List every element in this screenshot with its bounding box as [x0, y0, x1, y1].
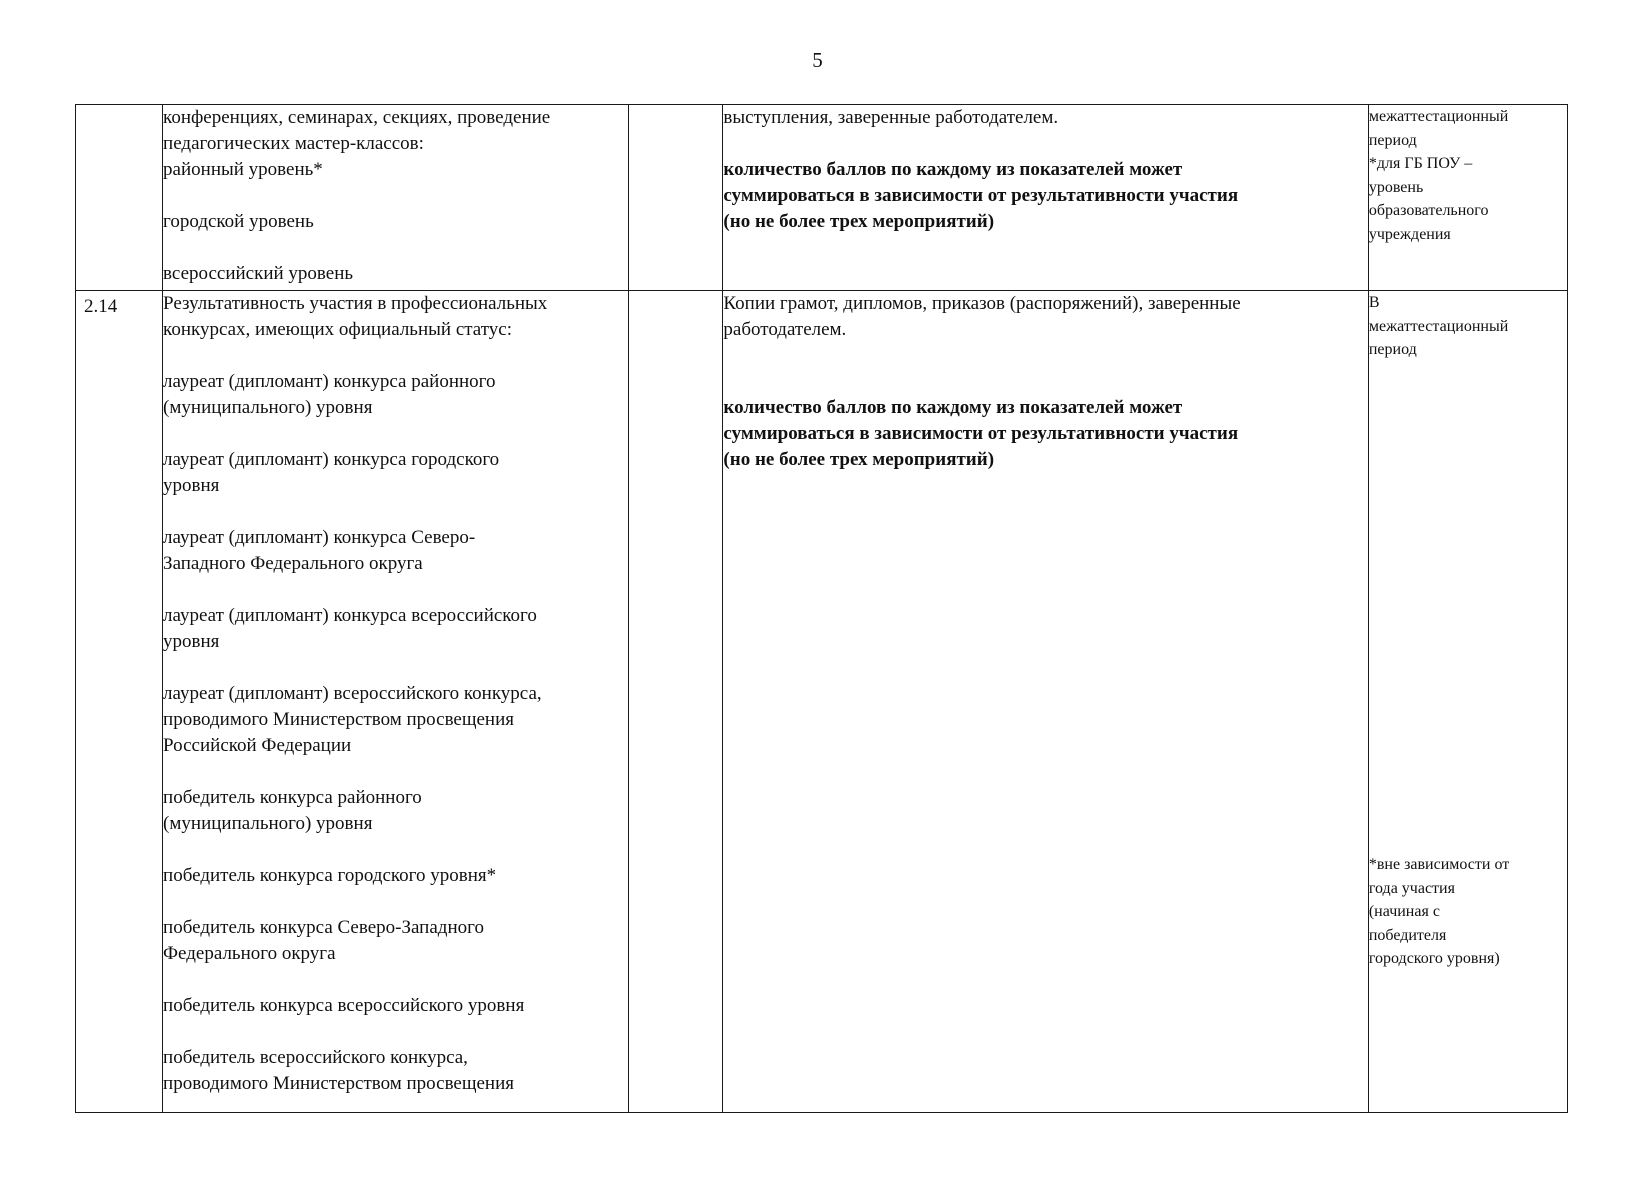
row-number: 2.14	[84, 296, 118, 317]
documents-bold-note: количество баллов по каждому из показателей может суммироваться в зависимости от результативности участия (но не более трех мероприятий)	[723, 159, 1239, 232]
points-value	[629, 105, 722, 111]
documents-text: Копии грамот, дипломов, приказов (распоряжений), заверенные работодателем.	[723, 293, 1241, 340]
cell-number	[76, 291, 163, 1113]
indicator-item: лауреат (дипломант) конкурса Северо- Западного Федерального округа	[163, 527, 476, 574]
indicator-item: победитель конкурса районного (муниципального) уровня	[163, 787, 422, 834]
cell-note	[1368, 291, 1567, 1113]
period-note: В межаттестационный период	[1368, 294, 1509, 358]
indicator-item: лауреат (дипломант) конкурса районного (муниципального) уровня	[163, 371, 496, 418]
criteria-table	[75, 104, 1568, 1113]
points-value	[629, 291, 722, 297]
indicator-heading: конференциях, семинарах, секциях, проведение педагогических мастер-классов:	[163, 107, 551, 154]
indicator-item: лауреат (дипломант) конкурса городского уровня	[163, 449, 500, 496]
row-number	[76, 105, 162, 111]
table-row-2-14	[76, 291, 1568, 1113]
cell-indicator	[163, 291, 629, 1113]
page-number: 5	[812, 48, 823, 72]
cell-points	[629, 291, 723, 1113]
period-note: межаттестационный период *для ГБ ПОУ – уровень образовательного учреждения	[1368, 108, 1509, 243]
indicator-item: лауреат (дипломант) всероссийского конкурса, проводимого Министерством просвещения Российской Федерации	[163, 683, 542, 756]
indicator-item: победитель конкурса Северо-Западного Федерального округа	[163, 917, 484, 964]
winner-note: *вне зависимости от года участия (начиная с победителя городского уровня)	[1368, 856, 1510, 967]
indicator-item: районный уровень*	[163, 159, 323, 180]
cell-note	[1368, 105, 1567, 291]
cell-number	[76, 105, 163, 291]
indicator-item: победитель конкурса всероссийского уровня	[163, 995, 525, 1016]
indicator-item: лауреат (дипломант) конкурса всероссийского уровня	[163, 605, 537, 652]
cell-documents	[723, 105, 1368, 291]
cell-documents	[723, 291, 1368, 1113]
cell-indicator	[163, 105, 629, 291]
indicator-item: всероссийский уровень	[163, 263, 354, 284]
indicator-item: победитель всероссийского конкурса, проводимого Министерством просвещения	[163, 1047, 514, 1094]
indicator-item: городской уровень	[163, 211, 314, 232]
table-row-continued	[76, 105, 1568, 291]
indicator-heading: Результативность участия в профессиональных конкурсах, имеющих официальный статус:	[163, 293, 548, 340]
documents-bold-note: количество баллов по каждому из показателей может суммироваться в зависимости от результативности участия (но не более трех мероприятий)	[723, 397, 1239, 470]
documents-text: выступления, заверенные работодателем.	[723, 107, 1059, 128]
cell-points	[629, 105, 723, 291]
indicator-item: победитель конкурса городского уровня*	[163, 865, 497, 886]
